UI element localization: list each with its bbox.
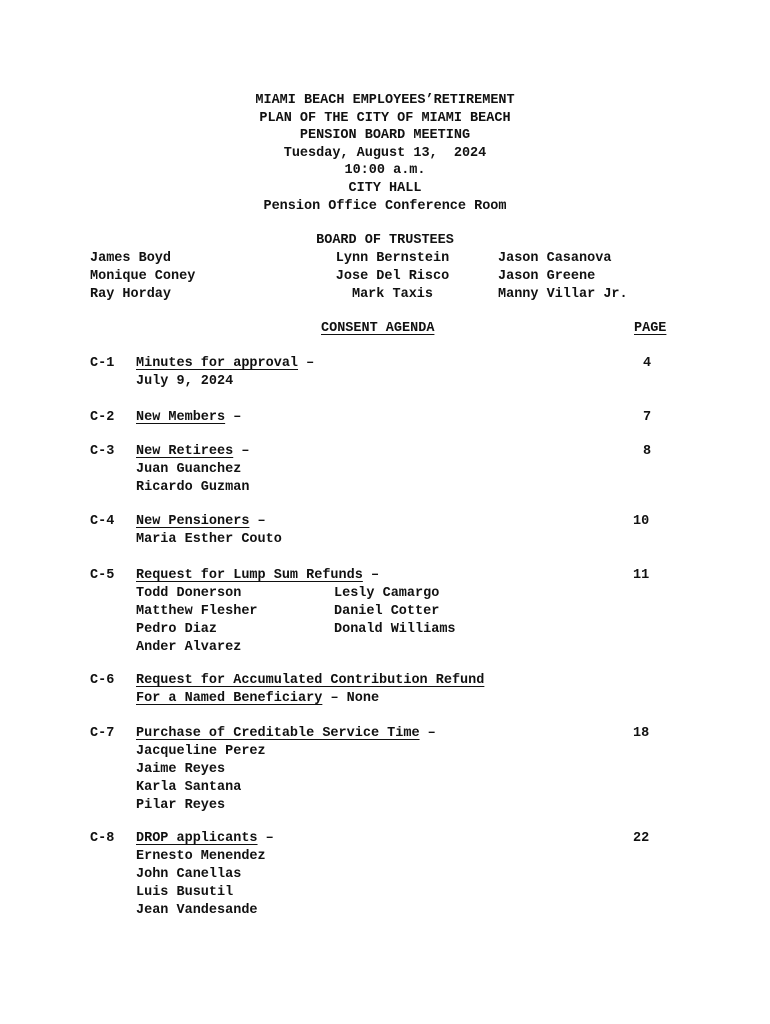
trustee-name: Jason Greene	[498, 269, 596, 284]
trustee-name: Jason Casanova	[498, 251, 612, 266]
item-title-line	[136, 726, 436, 741]
item-title-line	[136, 673, 484, 688]
header-line-2: PLAN OF THE CITY OF MIAMI BEACH	[259, 110, 511, 126]
item-number: C-3	[90, 444, 115, 459]
item-title: DROP applicants	[136, 831, 258, 846]
header-date: Tuesday, August 13, 2024	[283, 145, 487, 161]
item-title: New Retirees	[136, 444, 234, 459]
meeting-header	[0, 92, 770, 215]
item-title: Request for Accumulated Contribution Refund	[136, 673, 485, 688]
item-person: Ander Alvarez	[136, 640, 242, 655]
item-person: Juan Guanchez	[136, 462, 242, 477]
trustee-name: James Boyd	[90, 251, 172, 266]
trustee-name: Jose Del Risco	[335, 269, 450, 284]
board-title: BOARD OF TRUSTEES	[316, 233, 454, 248]
item-person: Karla Santana	[136, 780, 242, 795]
header-time: 10:00 a.m.	[344, 163, 426, 179]
header-room: Pension Office Conference Room	[263, 198, 507, 214]
item-title: Request for Lump Sum Refunds	[136, 568, 363, 583]
item-title-continued	[136, 691, 379, 706]
item-dash: –	[233, 444, 250, 459]
item-number: C-1	[90, 356, 115, 371]
item-title-line	[136, 410, 241, 425]
item-detail: July 9, 2024	[136, 374, 234, 389]
item-title: New Pensioners	[136, 514, 250, 529]
item-person: Todd Donerson	[136, 586, 242, 601]
item-number: C-5	[90, 568, 115, 583]
item-page: 11	[633, 568, 650, 583]
item-dash: –	[362, 568, 380, 583]
item-person: Pilar Reyes	[136, 798, 226, 813]
item-person: John Canellas	[136, 867, 242, 882]
trustee-name: Manny Villar Jr.	[498, 287, 628, 302]
item-number: C-7	[90, 726, 115, 741]
item-person: Matthew Flesher	[136, 604, 258, 619]
header-location: CITY HALL	[348, 180, 422, 196]
item-page: 4	[643, 356, 652, 371]
item-title: Minutes for approval	[136, 356, 299, 371]
item-dash: –	[249, 514, 266, 529]
item-number: C-2	[90, 410, 115, 425]
item-title-line-2: For a Named Beneficiary	[136, 691, 323, 706]
item-dash: –	[298, 356, 315, 371]
header-line-1: MIAMI BEACH EMPLOYEES’RETIREMENT	[255, 93, 515, 108]
consent-agenda-title: CONSENT AGENDA	[321, 321, 435, 336]
item-person: Pedro Diaz	[136, 622, 218, 637]
item-person: Ernesto Menendez	[136, 849, 266, 864]
trustee-name: Monique Coney	[90, 269, 196, 284]
item-person: Jacqueline Perez	[136, 744, 266, 759]
trustee-name: Ray Horday	[90, 287, 172, 302]
item-title-line	[136, 356, 314, 371]
item-title-line	[136, 568, 379, 583]
item-person: Jean Vandesande	[136, 903, 258, 918]
item-page: 22	[633, 831, 650, 846]
item-title: New Members	[136, 410, 226, 425]
trustee-name: Lynn Bernstein	[335, 251, 450, 266]
item-page: 10	[633, 514, 650, 529]
item-dash: –	[257, 831, 274, 846]
item-person: Daniel Cotter	[334, 604, 440, 619]
item-status: – None	[322, 691, 380, 706]
item-person: Ricardo Guzman	[136, 480, 250, 495]
header-line-3: PENSION BOARD MEETING	[299, 128, 471, 144]
item-title-line	[136, 831, 274, 846]
item-title-line	[136, 444, 249, 459]
item-number: C-8	[90, 831, 115, 846]
item-person: Jaime Reyes	[136, 762, 226, 777]
page-column-label: PAGE	[634, 321, 667, 336]
item-person: Luis Busutil	[136, 885, 234, 900]
item-number: C-4	[90, 514, 115, 529]
item-dash: –	[419, 726, 436, 741]
item-number: C-6	[90, 673, 115, 688]
item-page: 8	[643, 444, 652, 459]
trustee-name: Mark Taxis	[351, 287, 433, 302]
item-page: 18	[633, 726, 650, 741]
item-person: Donald Williams	[334, 622, 456, 637]
item-person: Maria Esther Couto	[136, 532, 282, 547]
item-page: 7	[643, 410, 652, 425]
item-person: Lesly Camargo	[334, 586, 440, 601]
item-dash: –	[225, 410, 242, 425]
item-title-line	[136, 514, 266, 529]
item-title: Purchase of Creditable Service Time	[136, 726, 420, 741]
